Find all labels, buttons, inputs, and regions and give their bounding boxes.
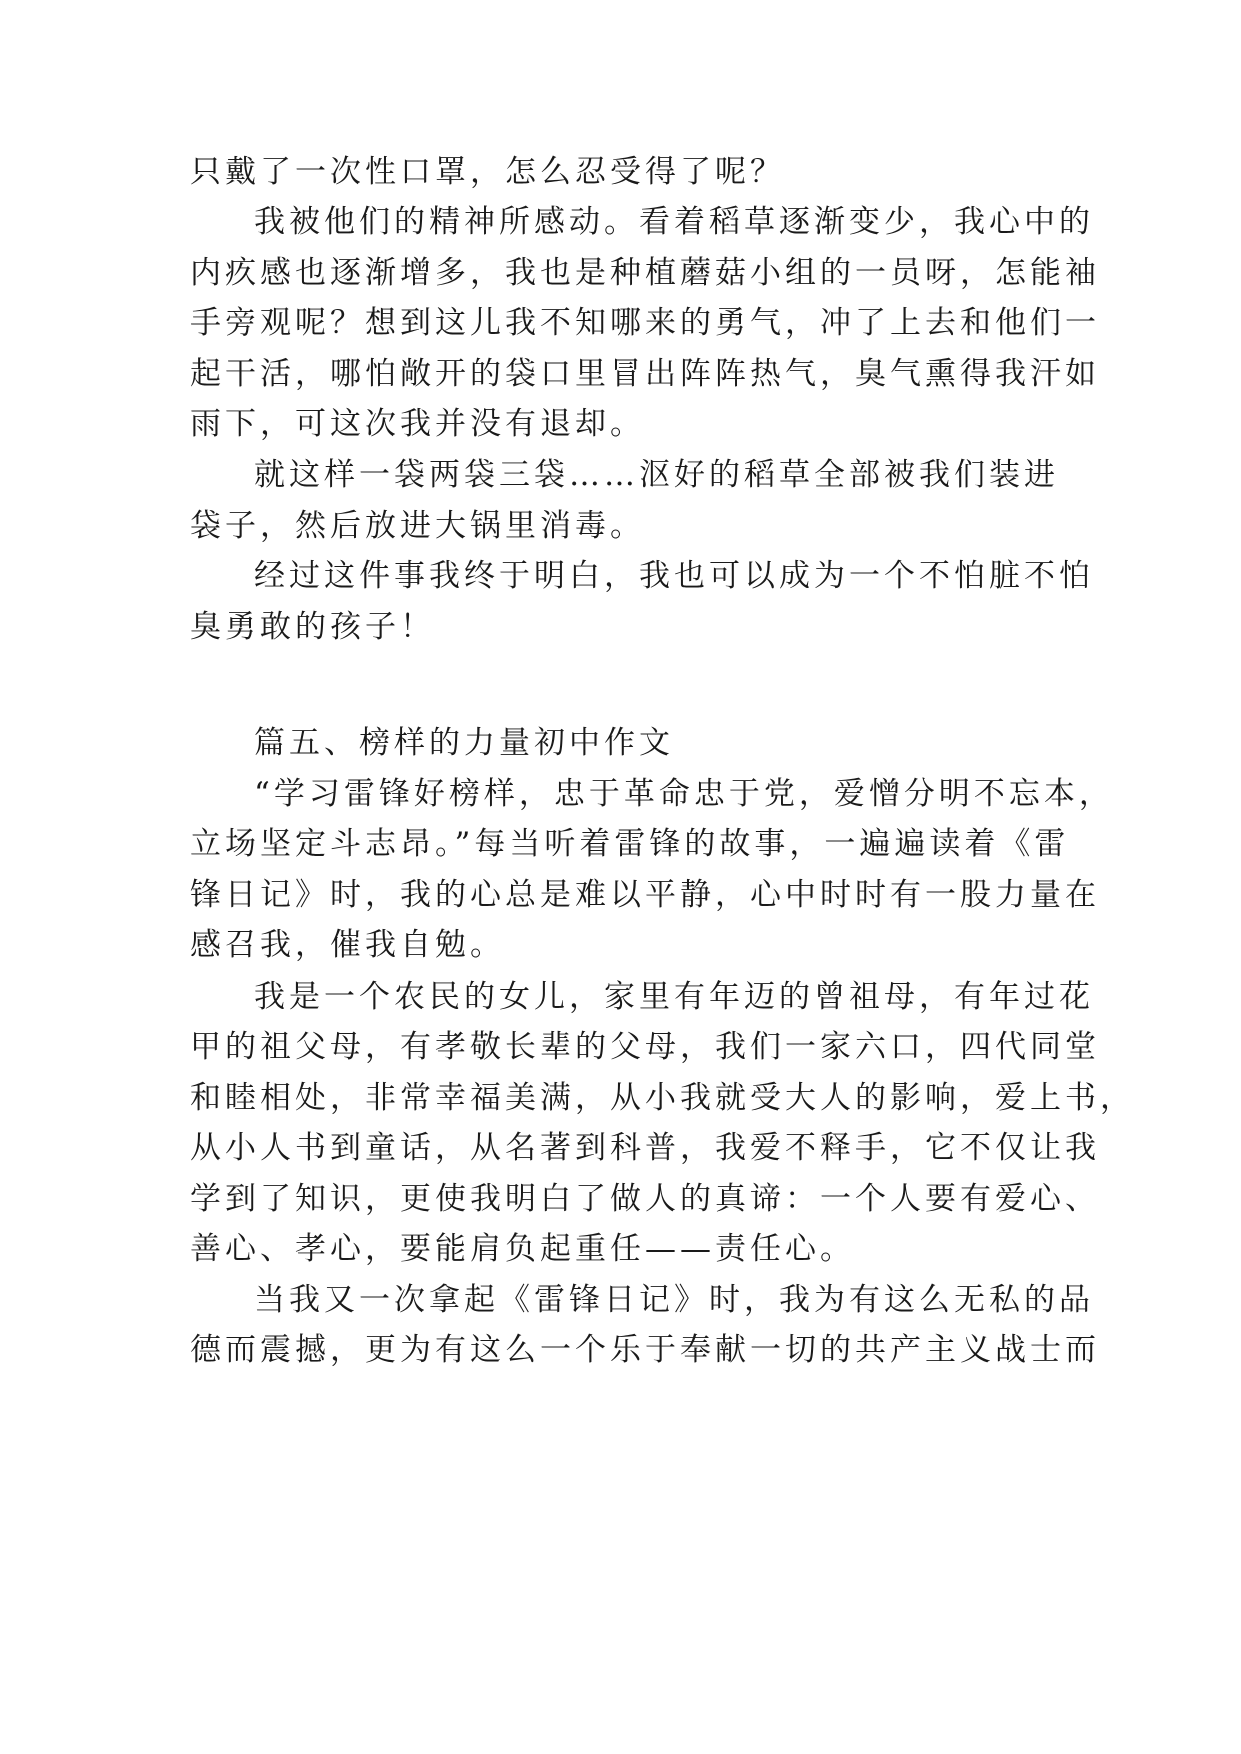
text-line: 善心、孝心，要能肩负起重任——责任心。 xyxy=(190,1231,855,1267)
text-line: 就这样一袋两袋三袋……沤好的稻草全部被我们装进 xyxy=(254,457,1059,493)
text-line: 内疚感也逐渐增多，我也是种植蘑菇小组的一员呀，怎能袖 xyxy=(190,255,1100,291)
text-line: “学习雷锋好榜样，忠于革命忠于党，爱憎分明不忘本， xyxy=(254,776,1114,812)
text-line: 我是一个农民的女儿，家里有年迈的曾祖母，有年过花 xyxy=(254,979,1094,1015)
text-line: 只戴了一次性口罩，怎么忍受得了呢？ xyxy=(190,154,785,190)
text-line: 当我又一次拿起《雷锋日记》时，我为有这么无私的品 xyxy=(254,1282,1094,1318)
text-line: 从小人书到童话，从名著到科普，我爱不释手，它不仅让我 xyxy=(190,1130,1100,1166)
text-line: 立场坚定斗志昂。”每当听着雷锋的故事，一遍遍读着《雷 xyxy=(190,826,1070,862)
text-line: 和睦相处，非常幸福美满，从小我就受大人的影响，爱上书， xyxy=(190,1080,1135,1116)
section-heading: 篇五、榜样的力量初中作文 xyxy=(254,725,674,761)
text-line: 我被他们的精神所感动。看着稻草逐渐变少，我心中的 xyxy=(254,204,1094,240)
text-line: 甲的祖父母，有孝敬长辈的父母，我们一家六口，四代同堂 xyxy=(190,1029,1100,1065)
text-line: 感召我，催我自勉。 xyxy=(190,927,505,963)
text-line: 手旁观呢？想到这儿我不知哪来的勇气，冲了上去和他们一 xyxy=(190,305,1100,341)
text-line: 袋子，然后放进大锅里消毒。 xyxy=(190,508,645,544)
text-line: 锋日记》时，我的心总是难以平静，心中时时有一股力量在 xyxy=(190,877,1100,913)
text-line: 经过这件事我终于明白，我也可以成为一个不怕脏不怕 xyxy=(254,558,1094,594)
text-line: 臭勇敢的孩子！ xyxy=(190,609,435,645)
text-line: 雨下，可这次我并没有退却。 xyxy=(190,406,645,442)
text-line: 起干活，哪怕敞开的袋口里冒出阵阵热气，臭气熏得我汗如 xyxy=(190,356,1100,392)
text-line: 学到了知识，更使我明白了做人的真谛：一个人要有爱心、 xyxy=(190,1181,1100,1217)
text-line: 德而震撼，更为有这么一个乐于奉献一切的共产主义战士而 xyxy=(190,1332,1100,1368)
